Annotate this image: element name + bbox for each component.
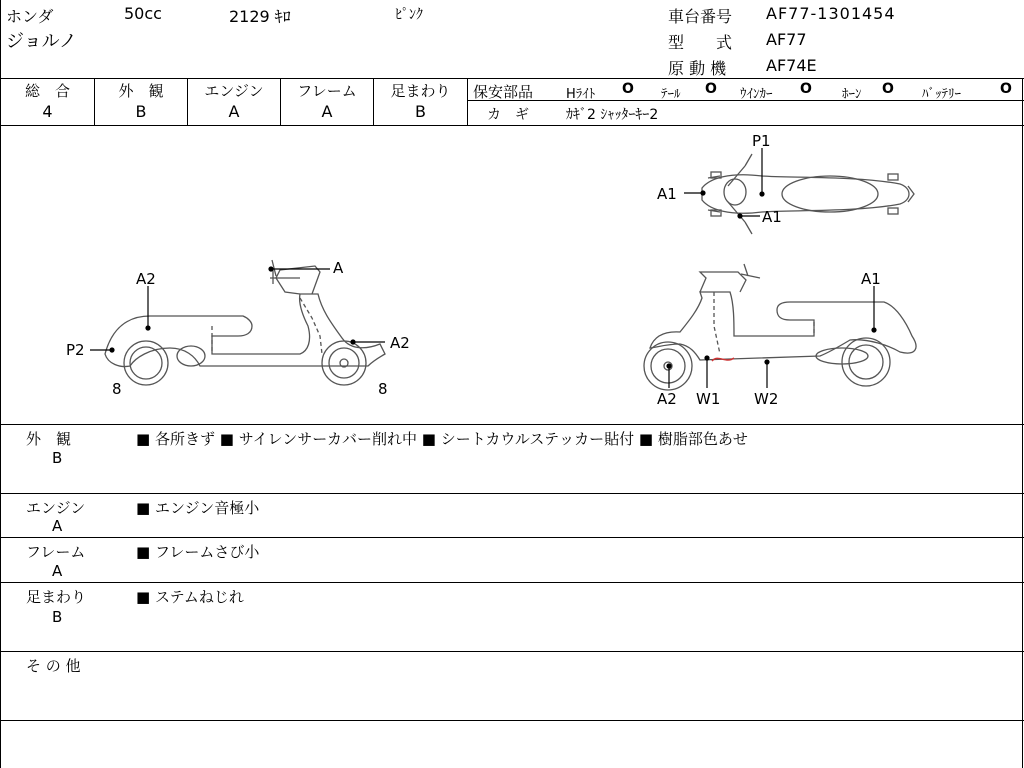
bullet: ■ xyxy=(421,430,436,448)
remark-suspension-grade: B xyxy=(52,608,63,626)
type-label: 型 式 xyxy=(668,33,733,52)
remark-frame-grade: A xyxy=(52,562,63,580)
label-top-a1-bottom: A1 xyxy=(762,208,782,226)
bullet: ■ xyxy=(136,499,151,517)
grade-overall-value: 4 xyxy=(42,102,53,121)
grade-engine-label: エンジン xyxy=(204,82,264,100)
remark-frame-category: フレーム xyxy=(26,543,86,561)
remark-engine-grade: A xyxy=(52,517,63,535)
color: ﾋﾟﾝｸ xyxy=(395,7,423,23)
grade-suspension-value: B xyxy=(415,102,426,121)
safety-title: 保安部品 xyxy=(473,83,534,101)
label-left-a2-right: A2 xyxy=(390,334,410,352)
bullet: ■ xyxy=(638,430,654,448)
model-name: ジョルノ xyxy=(6,31,77,52)
grade-frame-value: A xyxy=(321,102,333,121)
scooter-diagram xyxy=(0,126,1024,424)
safety-battery-label: ﾊﾞｯﾃﾘｰ xyxy=(922,87,961,102)
frame-no-label: 車台番号 xyxy=(668,7,733,26)
remark-exterior-notes xyxy=(136,428,748,449)
engine-value: AF74E xyxy=(766,56,817,75)
mileage: 2129 ｷﾛ xyxy=(229,7,291,26)
bullet: ■ xyxy=(136,543,151,561)
grade-overall-label: 総 合 xyxy=(24,82,70,100)
safety-headlight-mark: O xyxy=(622,81,634,97)
bullet: ■ xyxy=(136,430,151,448)
note: サイレンサーカバー削れ中 xyxy=(238,430,418,448)
note: ステムねじれ xyxy=(154,588,244,606)
safety-headlight-label: Hﾗｲﾄ xyxy=(566,87,596,102)
maker: ホンダ xyxy=(6,7,54,26)
note: エンジン音極小 xyxy=(154,499,260,517)
frame-no: AF77-1301454 xyxy=(766,4,896,23)
bullet: ■ xyxy=(219,430,234,448)
remark-exterior-grade: B xyxy=(52,449,63,467)
label-top-p1: P1 xyxy=(752,132,771,150)
safety-winker-label: ｳｲﾝｶｰ xyxy=(740,87,773,102)
label-right-a2: A2 xyxy=(657,390,677,408)
safety-horn-label: ﾎｰﾝ xyxy=(842,87,862,102)
safety-tail-label: ﾃｰﾙ xyxy=(661,87,681,102)
label-right-w2: W2 xyxy=(754,390,779,408)
note: シートカウルステッカー貼付 xyxy=(440,430,635,448)
label-left-p2: P2 xyxy=(66,341,85,359)
scooter-top-view xyxy=(702,154,914,234)
engine-label: 原 動 機 xyxy=(668,59,727,78)
grade-engine-value: A xyxy=(228,102,240,121)
label-left-a2-top: A2 xyxy=(136,270,156,288)
remark-suspension-category: 足まわり xyxy=(26,588,87,606)
label-right-w1: W1 xyxy=(696,390,721,408)
label-right-a1: A1 xyxy=(861,270,881,288)
remark-other-category: そ の 他 xyxy=(26,657,81,675)
note: 各所きず xyxy=(154,430,215,448)
safety-horn-mark: O xyxy=(882,81,894,97)
note: フレームさび小 xyxy=(154,543,260,561)
safety-battery-mark: O xyxy=(1000,81,1012,97)
label-left-front-8: 8 xyxy=(378,380,388,398)
displacement: 50cc xyxy=(124,4,162,23)
type-value: AF77 xyxy=(766,30,807,49)
label-left-a: A xyxy=(333,259,344,277)
safety-winker-mark: O xyxy=(800,81,812,97)
note: 樹脂部色あせ xyxy=(657,430,748,448)
label-top-a1-left: A1 xyxy=(657,185,677,203)
bullet: ■ xyxy=(136,588,151,606)
label-left-rear-8: 8 xyxy=(112,380,122,398)
grade-exterior-label: 外 観 xyxy=(118,82,164,100)
remark-engine-notes xyxy=(136,497,259,518)
key-label: カ ギ xyxy=(487,107,529,123)
remark-exterior-category: 外 観 xyxy=(26,430,72,448)
key-value: ｶｷﾞ2 ｼｬｯﾀｰｷｰ2 xyxy=(566,107,659,123)
remark-engine-category: エンジン xyxy=(26,499,86,517)
remark-frame-notes xyxy=(136,541,259,562)
grade-frame-label: フレーム xyxy=(297,82,357,100)
safety-tail-mark: O xyxy=(705,81,717,97)
grade-suspension-label: 足まわり xyxy=(390,82,451,100)
grade-exterior-value: B xyxy=(135,102,147,121)
remark-suspension-notes xyxy=(136,586,244,607)
